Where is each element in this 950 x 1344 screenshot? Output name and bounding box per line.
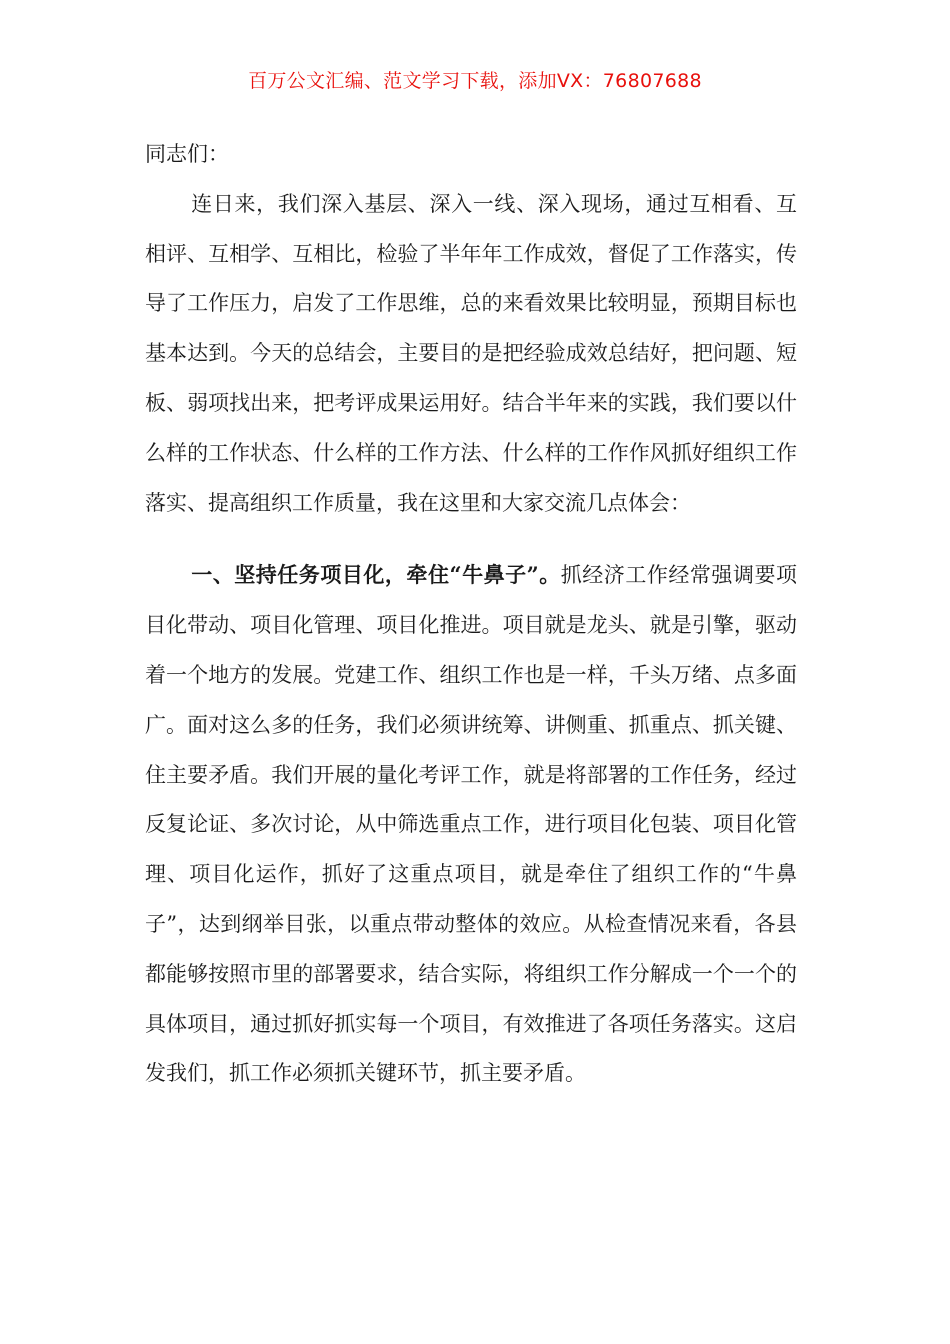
salutation: 同志们： <box>145 142 229 166</box>
paragraph-spacer <box>145 528 797 550</box>
section-1-heading: 一、坚持任务项目化，牵住“牛鼻子”。 <box>191 562 561 588</box>
paragraph-section-1 <box>145 550 797 1099</box>
document-body <box>145 130 797 1099</box>
paragraph-intro <box>145 180 797 529</box>
header-banner: 百万公文汇编、范文学习下载，添加VX：76807688 <box>248 70 702 92</box>
paragraph-intro-text: 连日来，我们深入基层、深入一线、深入现场，通过互相看、互相评、互相学、互相比，检验了半年年工作成效，督促了工作落实，传导了工作压力，启发了工作思维，总的来看效果比较明显，预期目标也基本达到。今天的总结会，主要目的是把经验成效总结好，把问题、短板、弱项找出来，把考评成果运用好。结合半年来的实践，我们要以什么样的工作状态、什么样的工作方法、什么样的工作作风抓好组织工作落实、提高组织工作质量，我在这里和大家交流几点体会： <box>145 191 797 515</box>
section-1-text: 抓经济工作经常强调要项目化带动、项目化管理、项目化推进。项目就是龙头、就是引擎，驱动着一个地方的发展。党建工作、组织工作也是一样，千头万绪、点多面广。面对这么多的任务，我们必须讲统筹、讲侧重、抓重点、抓关键、住主要矛盾。我们开展的量化考评工作，就是将部署的工作任务，经过反复论证、多次讨论，从中筛选重点工作，进行项目化包装、项目化管理、项目化运作，抓好了这重点项目，就是牵住了组织工作的“牛鼻子”，达到纲举目张，以重点带动整体的效应。从检查情况来看，各县都能够按照市里的部署要求，结合实际，将组织工作分解成一个一个的具体项目，通过抓好抓实每一个项目，有效推进了各项任务落实。这启发我们，抓工作必须抓关键环节，抓主要矛盾。 <box>145 563 797 1086</box>
